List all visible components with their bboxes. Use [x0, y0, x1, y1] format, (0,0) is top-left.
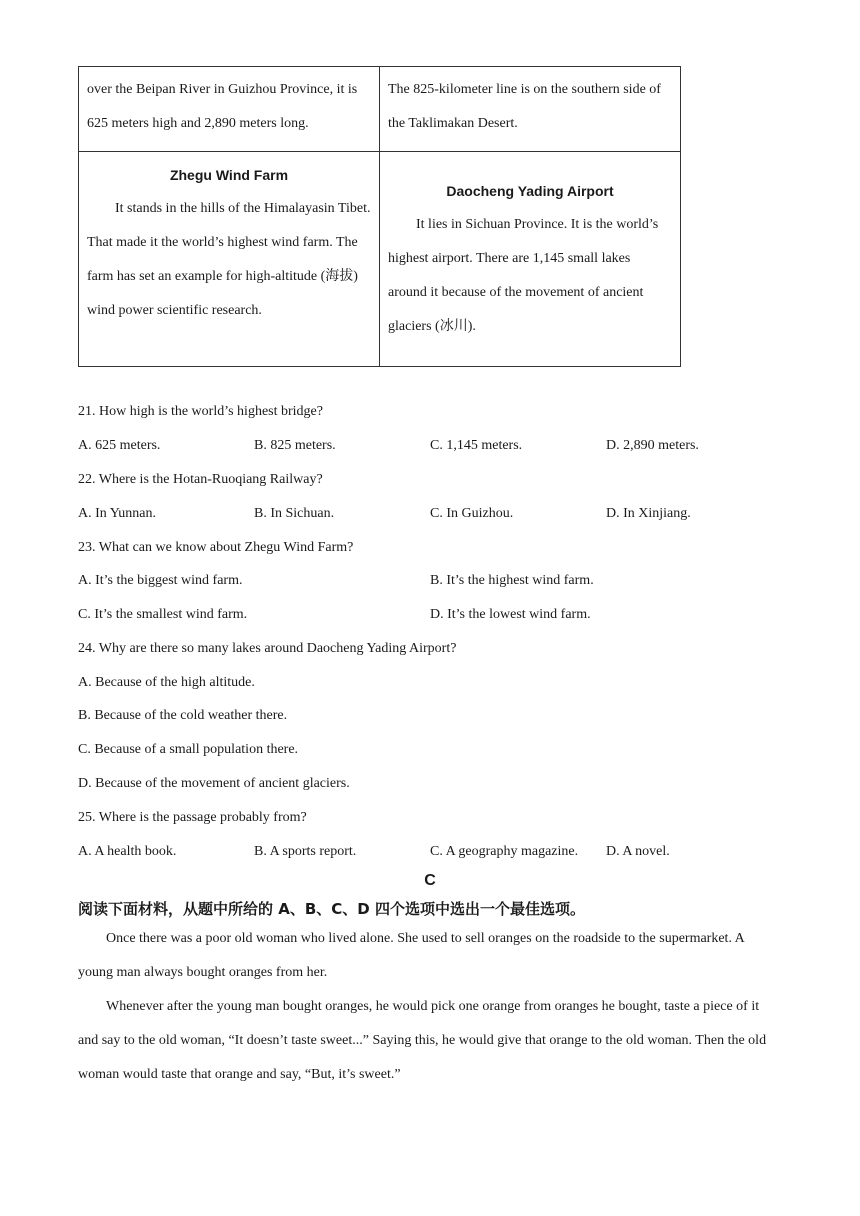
q23-option-b: B. It’s the highest wind farm. — [430, 573, 594, 588]
q25-option-c: C. A geography magazine. — [430, 844, 579, 859]
q22-option-a: A. In Yunnan. — [78, 506, 157, 521]
table-row — [79, 152, 681, 367]
railway-text: The 825-kilometer line is on the southern side of the Taklimakan Desert. — [388, 82, 661, 131]
q24-option-a: A. Because of the high altitude. — [78, 675, 255, 690]
q25-option-d: D. A novel. — [606, 844, 670, 859]
section-instruction: 阅读下面材料，从题中所给的 A、B、C、D 四个选项中选出一个最佳选项。 — [78, 900, 585, 918]
airport-cell — [380, 152, 681, 367]
q23-option-a: A. It’s the biggest wind farm. — [78, 573, 243, 588]
wind-farm-title: Zhegu Wind Farm — [169, 167, 289, 183]
wind-farm-text: It stands in the hills of the Himalayasin Tibet. That made it the world’s highest wind farm. The farm has set an example for high-altitude (海拔) wind power scientific research. — [87, 201, 371, 318]
q21-option-b: B. 825 meters. — [254, 438, 336, 453]
question-23: 23. What can we know about Zhegu Wind Farm? — [78, 540, 354, 555]
question-21: 21. How high is the world’s highest bridge? — [78, 404, 323, 419]
question-22: 22. Where is the Hotan-Ruoqiang Railway? — [78, 472, 323, 487]
info-table — [78, 66, 681, 367]
q21-option-c: C. 1,145 meters. — [430, 438, 523, 453]
bridge-cell — [79, 67, 380, 152]
q22-option-c: C. In Guizhou. — [430, 506, 514, 521]
q23-option-d: D. It’s the lowest wind farm. — [430, 607, 591, 622]
wind-farm-cell — [79, 152, 380, 367]
bridge-text: over the Beipan River in Guizhou Province, it is 625 meters high and 2,890 meters long. — [87, 82, 358, 131]
airport-title: Daocheng Yading Airport — [446, 183, 614, 199]
airport-text: It lies in Sichuan Province. It is the world’s highest airport. There are 1,145 small lakes around it because of the movement of ancient glaciers (冰川). — [388, 217, 659, 334]
q25-option-b: B. A sports report. — [254, 844, 357, 859]
question-24: 24. Why are there so many lakes around Daocheng Yading Airport? — [78, 641, 457, 656]
section-label: C — [424, 872, 436, 889]
q24-option-b: B. Because of the cold weather there. — [78, 708, 288, 723]
q21-option-a: A. 625 meters. — [78, 438, 161, 453]
q24-option-d: D. Because of the movement of ancient glaciers. — [78, 776, 350, 791]
q22-option-b: B. In Sichuan. — [254, 506, 335, 521]
q21-option-d: D. 2,890 meters. — [606, 438, 699, 453]
passage-paragraph: Whenever after the young man bought oranges, he would pick one orange from oranges he bought, taste a piece of it and say to the old woman, “It doesn’t taste sweet...” Saying this, he would give that orange to the old woman. Then the old woman would taste that orange and say, “But, it’s sweet.” — [78, 999, 767, 1082]
q23-option-c: C. It’s the smallest wind farm. — [78, 607, 248, 622]
passage-paragraph: Once there was a poor old woman who lived alone. She used to sell oranges on the roadside to the supermarket. A young man always bought oranges from her. — [78, 931, 745, 980]
railway-cell — [380, 67, 681, 152]
q22-option-d: D. In Xinjiang. — [606, 506, 691, 521]
q25-option-a: A. A health book. — [78, 844, 177, 859]
q24-option-c: C. Because of a small population there. — [78, 742, 299, 757]
question-25: 25. Where is the passage probably from? — [78, 810, 307, 825]
table-row — [79, 67, 681, 152]
